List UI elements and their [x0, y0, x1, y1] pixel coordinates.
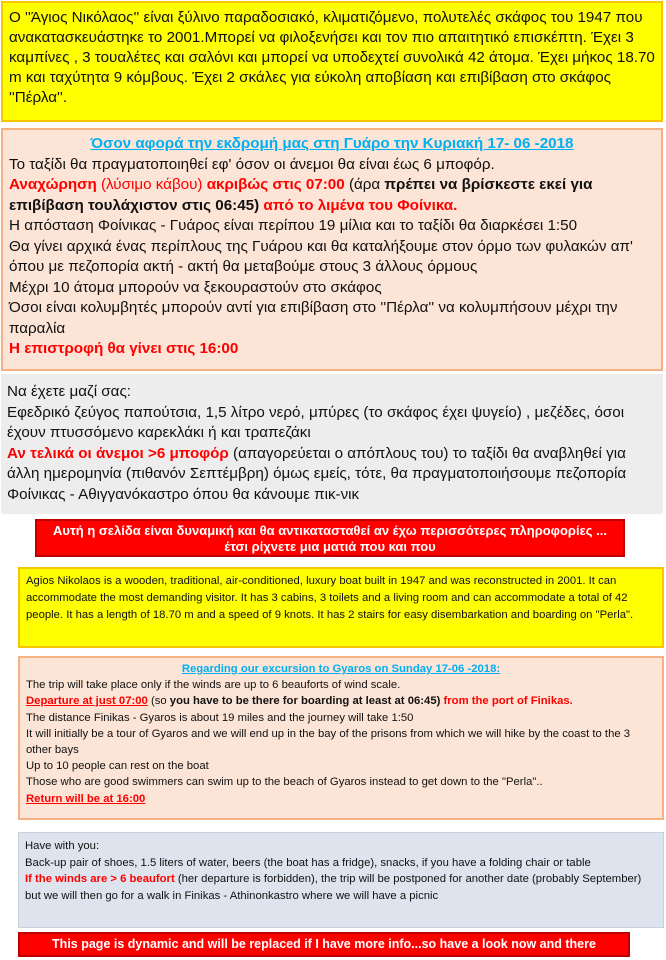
greek-wind-condition: Το ταξίδι θα πραγματοποιηθεί εφ' όσον οι άνεμοι θα είναι έως 6 μποφόρ.: [9, 155, 495, 173]
english-return: Return will be at 16:00: [26, 792, 146, 805]
greek-bring-box: [1, 374, 663, 514]
greek-swimmers: Όσοι είναι κολυμβητές μπορούν αντί για επιβίβαση στο ''Πέρλα'' να κολυμπήσουν μέχρι την παραλία: [9, 299, 618, 337]
greek-wind-postpone: Αν τελικά οι άνεμοι >6 μποφόρ (απαγορεύεται ο απόπλους του) το ταξίδι θα αναβληθεί για άλλη ημερομηνία (πιθανόν Σεπτέμβρη) όμως εμείς, τότε, θα πραγματοποιήσουμε πεζοπορία Φοίνικας - Αθιγγανόκαστρο όπου θα κάνουμε πικ-νικ: [7, 444, 627, 503]
greek-excursion-box: [1, 128, 663, 371]
english-distance: The distance Finikas - Gyaros is about 19 miles and the journey will take 1:50: [26, 711, 414, 724]
greek-excursion-title: Όσον αφορά την εκδρομή μας στη Γυάρο την Κυριακή 17- 06 -2018: [90, 135, 574, 152]
english-excursion-title: Regarding our excursion to Gyaros on Sunday 17-06 -2018:: [181, 663, 501, 675]
english-rest: Up to 10 people can rest on the boat: [26, 760, 209, 773]
greek-tour: Θα γίνει αρχικά ένας περίπλους της Γυάρου και θα καταλήξουμε στον όρμο των φυλακών απ' όπου με πεζοπορία ακτή - ακτή θα μεταβούμε στους 3 άλλους όρμους: [9, 237, 633, 275]
english-intro-box: [18, 567, 664, 648]
greek-return: Η επιστροφή θα γίνει στις 16:00: [9, 340, 239, 357]
english-bring-box: [18, 832, 664, 928]
greek-bring-title: Να έχετε μαζί σας:: [7, 383, 131, 400]
english-departure: Departure at just 07:00 (so you have to be there for boarding at least at 06:45) from the port of Finikas.: [26, 695, 573, 708]
english-bring-title: Have with you:: [25, 840, 100, 852]
greek-departure: Αναχώρηση (λύσιμο κάβου) ακριβώς στις 07:00 (άρα πρέπει να βρίσκεστε εκεί για επιβίβαση τουλάχιστον στις 06:45) από το λιμένα του Φοίνικα.: [9, 176, 593, 214]
english-excursion-box: [18, 656, 664, 820]
greek-dynamic-notice: Αυτή η σελίδα είναι δυναμική και θα αντικατασταθεί αν έχω περισσότερες πληροφορίες ... έτσι ρίχνετε μια ματιά που και που: [35, 519, 625, 557]
greek-distance: Η απόσταση Φοίνικας - Γυάρος είναι περίπου 19 μίλια και το ταξίδι θα διαρκέσει 1:50: [9, 217, 578, 234]
greek-intro-text: Ο ''Άγιος Νικόλαος'' είναι ξύλινο παραδοσιακό, κλιματιζόμενο, πολυτελές σκάφος του 1947 που ανακατασκευάστηκε το 2001.Μπορεί να φιλοξενήσει και τον πιο απαιτητικό επισκέπτη. Έχει 3 καμπίνες , 3 τουαλέτες και σαλόνι και μπορεί να υποδεχτεί συνολικά 42 άτομα. Έχει μήκος 18.70 m και ταχύτητα 9 κόμβους. Έχει 2 σκάλες για εύκολη αποβίαση και επιβίβαση στο σκάφος ''Πέρλα''.: [9, 9, 655, 106]
english-dynamic-notice: This page is dynamic and will be replaced if I have more info...so have a look now and there: [18, 932, 630, 957]
english-intro-text: Agios Nikolaos is a wooden, traditional, air-conditioned, luxury boat built in 1947 and was reconstructed in 2001. It can accommodate the most demanding visitor. It has 3 cabins, 3 toilets and a living room and can accommodate a total of 42 people. It has a length of 18.70 m and a speed of 9 knots. It has 2 stairs for easy disembarkation and boarding on "Perla".: [26, 575, 634, 621]
english-swimmers: Those who are good swimmers can swim up to the beach of Gyaros instead to get down to the "Perla"..: [26, 776, 543, 789]
greek-intro-box: [1, 1, 663, 122]
english-wind-condition: The trip will take place only if the winds are up to 6 beauforts of wind scale.: [26, 679, 401, 692]
english-tour: It will initially be a tour of Gyaros and we will end up in the bay of the prisons from which we will hike by the coast to the 3 other bays: [26, 727, 631, 757]
greek-rest: Μέχρι 10 άτομα μπορούν να ξεκουραστούν στο σκάφος: [9, 278, 382, 296]
greek-bring-list: Εφεδρικό ζεύγος παπούτσια, 1,5 λίτρο νερό, μπύρες (το σκάφος έχει ψυγείο) , μεζέδες, όσοι έχουν πτυσσόμενο καρεκλάκι ή και τραπεζάκι: [7, 403, 625, 441]
english-bring-list: Back-up pair of shoes, 1.5 liters of water, beers (the boat has a fridge), snacks, if you have a folding chair or table: [25, 856, 591, 869]
english-wind-postpone: If the winds are > 6 beaufort (her departure is forbidden), the trip will be postponed for another date (probably September) but we will then go for a walk in Finikas - Athinonkastro where we will have a picnic: [25, 873, 642, 902]
